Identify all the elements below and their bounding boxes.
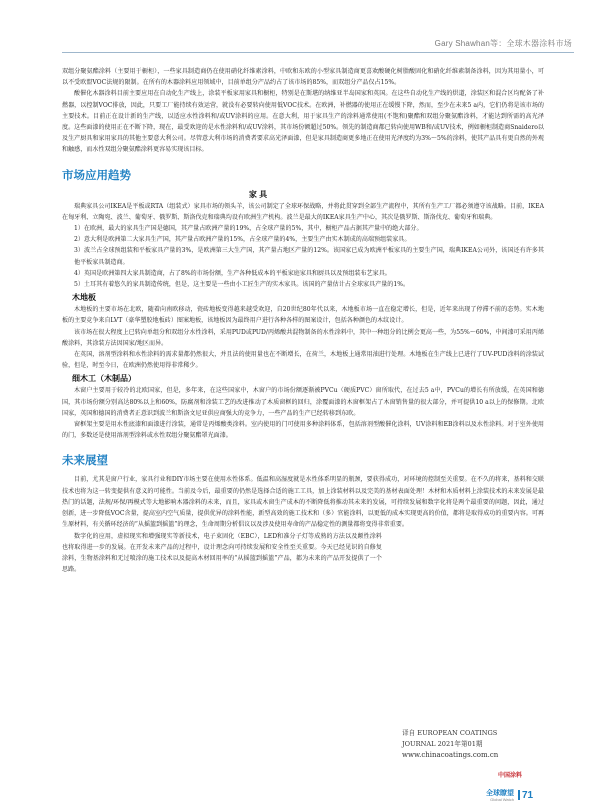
flooring-paragraph-2: 该市场在很大程度上已转向单组分和双组分水性涂料，采用PUD或PUD/丙烯酸共混物制备的水性涂料中，其中一种组分的比例会更高一些，为55%～60%，中间漆可采用丙烯酸涂料，其涂装方法因国家/地区而异。: [62, 328, 544, 347]
flooring-paragraph-3: 在英国，溶剂型涂料和水性涂料的需求量都仍然很大，并且法的使用量也在不断增长，在荷兰，木地板上通常用油进行处理。木地板在生产线上已进行了UV-PUD涂料的涂装试验，但是，时至今日，在欧洲仍然使用得非常稀少。: [62, 351, 544, 370]
intro-paragraph-2: 酸催化木器涂料目前主要应用在自动化生产线上，涂装平板家用家具和橱柜，特别是在斯堪的纳维亚半岛国家和英国。在这些自动化生产线的烘道，涂装区和混合区均配备了补燃器，以控制VOC排放，因此，只要工厂能持续有效运营，就没有必要转向使用低VOC技术。在欧洲，补燃器的使用正在缓慢下降，然而，至少在未来5 a内，它们仍将是该市场的主要技术。目前正在设计新的生产线，以适应水性涂料和/或UV涂料的应用。在意大利，用于家具生产的涂料通常使用(不饱和)聚酯和双组分聚氨酯涂料，才能达到所需的高光泽度。这些面漆的使用正在不断下降，现在，最受欢迎的是水性涂料和/或UV涂料，其市场份额超过50%。领先的制造商都已转向使用WB和/或UV技术，例如橱柜制造商Snaidero以及生产厨具和家用家具的其他主要意大利公司。尽管意大利市场的消费者要求高光泽面漆，但是家具制造商更多地正在使用光泽度约为3%～5%的涂料，使其产品具有更自然的外观和触感，而水性双组分聚氨酯涂料更容易实现该目标。: [62, 90, 544, 154]
page-number: 71: [522, 790, 534, 801]
intro-paragraph-1: 双组分聚氨酯涂料（主要用于橱柜），一些家具制造商仍在使用硝化纤维素涂料，中欧和东欧的小型家具制造商更喜欢酸硬化树脂酸固化和硝化纤维素制备涂料，因为其用量小，可以不受欧盟VOC法规的限制。在所有的木器涂料应用领域中，目前单组分产品约占了该市场的85%，而双组分产品仅占15%。: [62, 68, 544, 87]
source-note: [402, 728, 547, 761]
footer-magazine-title: 全球瞭望: [486, 790, 514, 797]
outlook-paragraph-2: 数字化的应用，虚拟现实和增强现实等新技术，电子束固化（EBC），LED和准分子灯等成熟的方法以及颠性涂料也将取得进一步的发展。在开发未来产品的过程中，设计理念向可持续发展和安全性至关重要。今天已经见识的自修复涂料，生物基涂料和无过喷涂的施工技术以及提高木材回用率的“从摇篮到摇篮”产品，都为未来的产品开发提供了一个思路。: [62, 532, 382, 574]
furniture-list-item: 2）意大利是欧洲第二大家具生产国，其产量占欧洲产量的15%，占全球产量的4%，主要生产由实木制成的高端预组装家具。: [74, 236, 411, 244]
furniture-list-item: 3）波兰占全球预组装和平板家具产量的3%，是欧洲第三大生产国，其产量占地区产量的12%。该国家已成为欧洲平板家具的主要生产国，瑞典IKEA公司外，该国还有许多其他平板家具制造商。: [74, 247, 544, 266]
running-header: Gary Shawhan等：全球木器涂料市场: [434, 39, 572, 48]
header-divider: [62, 52, 574, 53]
subsection-title-furniture: 家 具: [248, 189, 268, 199]
source-note-line-2: JOURNAL 2021年第01期: [402, 740, 483, 748]
publisher-logo: 中国涂料: [498, 773, 523, 779]
source-note-line-1: 译自 EUROPEAN COATINGS: [402, 729, 498, 737]
furniture-list-item: 1）在欧洲，最大的家具生产国是德国，其产量占欧洲产量的19%，占全球产量的5%，其中，橱柜产品占据其产量中的绝大部分。: [74, 225, 423, 233]
flooring-paragraph-1: 木地板的主要市场在北欧，随着向南欧移动，瓷砖地板变得越来越受欢迎，自20世纪80年代以来，木地板市场一直在稳定增长，但是，近年来出现了停滞不前的态势。实木地板的主要竞争来自LVT（豪华塑胶地板砖）图案地板，该地板因为最终用户进行各种各样的图案设计，包括各种颜色的木纹设计。: [62, 306, 544, 325]
joinery-paragraph-1: 木窗户主要用于较冷的北欧国家，但是，多年来，在这些国家中，木窗户的市场份额逐渐被PVCu（硬质PVC）窗所取代，在过去5 a中，PVCu的增长有所放缓，在英国和德国，其市场份额分别高达80%以上和60%，防腐剂和涂装工艺的改进推动了木质窗框的回归，涂覆面漆的木窗框架占了木窗销售量的很大部分，并可提供10 a以上的保修期。北欧国家，英国和德国的消费者正意识到波兰和斯洛文尼亚供应商强大的竞争力，一些产品的生产已经转移到东欧。: [62, 387, 544, 417]
footer-magazine-label: [466, 790, 520, 800]
furniture-list-item: 4）英国是欧洲第四大家具制造商，占了8%的市场份额，生产各种低成本的平板家庭家具和厨具以及预组装布艺家具。: [74, 269, 391, 277]
section-title-market: 市场应用趋势: [62, 169, 131, 182]
joinery-paragraph-2: 窗框架主要是用水性底漆和面漆进行涂装，通常是丙烯酸类涂料。室内使用的门可使用多种涂料体系，包括溶剂型酸催化涂料，UV涂料和EB涂料以及水性涂料。对于室外使用的门，多数还是使用溶剂型涂料或水性双组分聚氨酯罩光面漆。: [62, 421, 544, 440]
footer-magazine-subtitle: Global Watch: [490, 797, 514, 802]
furniture-paragraph-1: 瑞典家具公司IKEA是平板或RTA（组装式）家具市场的领头羊，该公司制定了全球环保战略，并将此贯穿到全部生产流程中，其所有生产工厂都必须遵守该战略。目前，IKEA在匈牙利、立陶宛、波兰、葡萄牙、俄罗斯、斯洛伐克和瑞典均设有欧洲生产机构。波兰是最大的IKEA家具生产中心，其次是俄罗斯、斯洛伐克、葡萄牙和瑞典。: [62, 202, 544, 221]
section-title-outlook: 未来展望: [62, 455, 108, 468]
source-url: www.chinacoatings.com.cn: [402, 751, 499, 759]
subsection-title-flooring: 木地板: [72, 293, 96, 303]
subsection-title-joinery: 细木工（木制品）: [72, 374, 136, 384]
furniture-list-item: 5）土耳其有着悠久的家具制造传统，但是，这主要是一些由小工匠生产的实木家具。该国的产量估计占全球家具产量的1%。: [74, 281, 410, 289]
article-body: [62, 66, 544, 575]
outlook-paragraph-1: 目前，尤其是窗户行业，家具行业和DIY市场主要在使用水性体系。低温和高湿度就是水性体系明显的瓶颈，要获得成功，对环境的控制至关重要。在不久的将来，基料和交联技术也将为这一转变提供有意义的可能性。当前及今后，最重要的仍然是选择合适的施工工具，加上涂装材料以及完美的基材表面处理！木材和木质材料上涂装技术的未来发展是最热门的话题，法规/环保/再模式等大地影响木器涂料的未来，而且，家具或木窗生产成本的不断降低将推动其未来的发展，可持续发展和数字化将是两个最重要的问题，因此，通过创新，进一步降低VOC含量，提高室内空气质量，提供优异的涂料性能，新型高效的施工技术和（多）官能涂料，以更低的成本实现更高的价值，都将是取得成功的重要内容。可再生原材料，有关循环经济的“从摇篮到摇篮”的理念，生命周期分析倡议以及涉及使用寿命的产品稳定性的测量都将变得非常重要。: [62, 476, 544, 529]
